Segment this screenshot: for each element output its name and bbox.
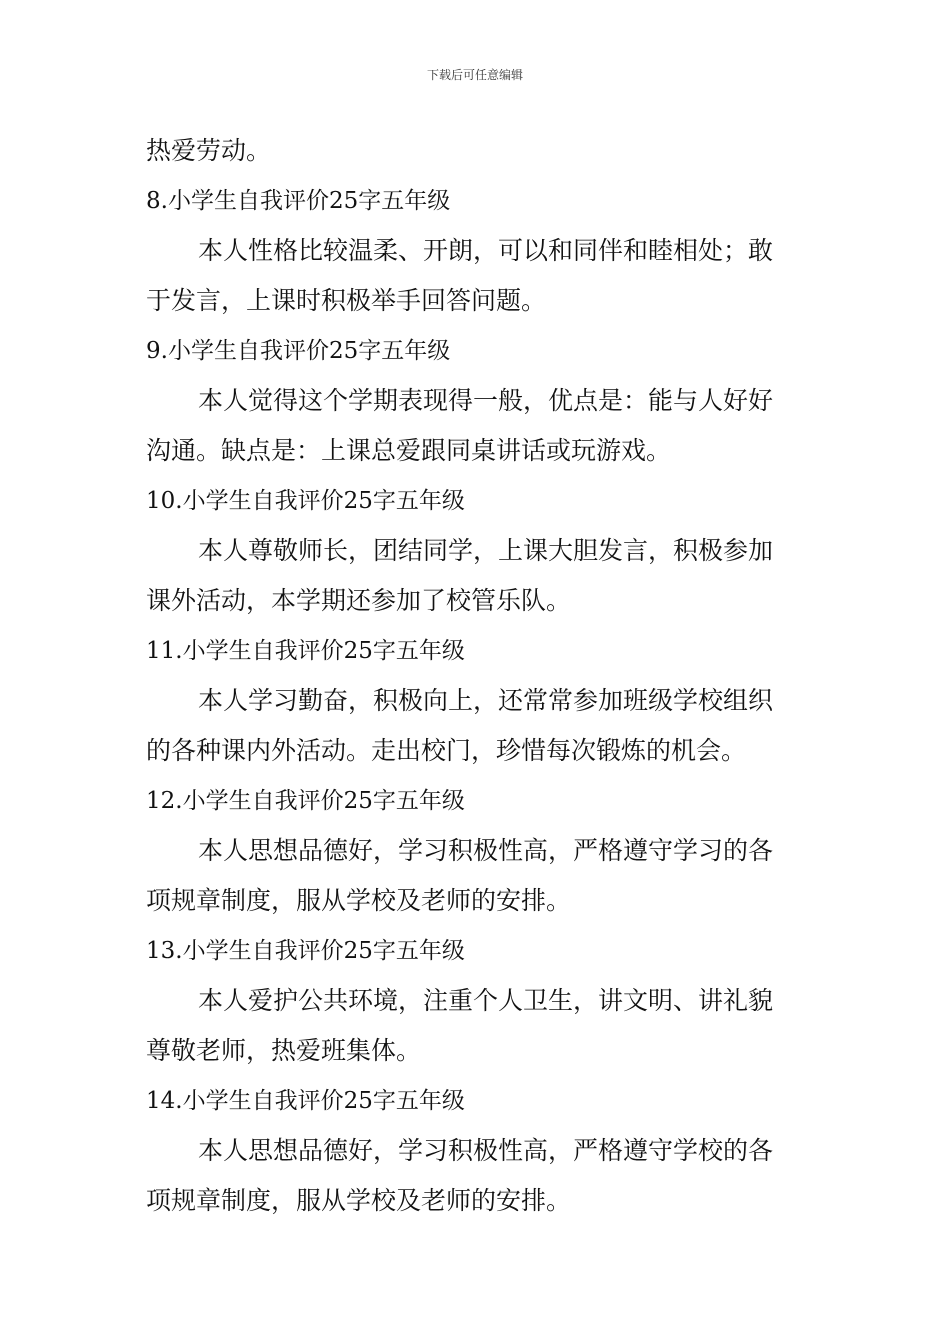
paragraph-line: 本人性格比较温柔、开朗，可以和同伴和睦相处；敢 [198, 236, 774, 265]
paragraph-line: 本人思想品德好，学习积极性高，严格遵守学习的各 [198, 836, 774, 865]
section-heading: 11.小学生自我评价25字五年级 [146, 638, 465, 664]
document-body [146, 126, 812, 1226]
paragraph-line: 沟通。缺点是：上课总爱跟同桌讲话或玩游戏。 [146, 436, 672, 465]
paragraph-line: 本人学习勤奋，积极向上，还常常参加班级学校组织 [198, 686, 774, 715]
section-heading: 14.小学生自我评价25字五年级 [146, 1088, 465, 1114]
section-heading: 13.小学生自我评价25字五年级 [146, 938, 465, 964]
section-heading: 12.小学生自我评价25字五年级 [146, 788, 465, 814]
paragraph-line: 于发言，上课时积极举手回答问题。 [146, 286, 547, 315]
paragraph-line: 本人思想品德好，学习积极性高，严格遵守学校的各 [198, 1136, 774, 1165]
paragraph-line: 本人尊敬师长，团结同学，上课大胆发言，积极参加 [198, 536, 774, 565]
paragraph-line: 项规章制度，服从学校及老师的安排。 [146, 886, 572, 915]
paragraph-line: 课外活动，本学期还参加了校管乐队。 [146, 586, 572, 615]
paragraph-line: 本人爱护公共环境，注重个人卫生，讲文明、讲礼貌 [198, 986, 774, 1015]
paragraph-line: 的各种课内外活动。走出校门，珍惜每次锻炼的机会。 [146, 736, 747, 765]
body-line: 热爱劳动。 [146, 136, 272, 165]
page-header: 下载后可任意编辑 [426, 68, 523, 82]
paragraph-line: 本人觉得这个学期表现得一般，优点是：能与人好好 [198, 386, 774, 415]
paragraph-line: 项规章制度，服从学校及老师的安排。 [146, 1186, 572, 1215]
section-heading: 8.小学生自我评价25字五年级 [146, 188, 451, 214]
section-heading: 9.小学生自我评价25字五年级 [146, 338, 451, 364]
paragraph-line: 尊敬老师，热爱班集体。 [146, 1036, 422, 1065]
section-heading: 10.小学生自我评价25字五年级 [146, 488, 465, 514]
